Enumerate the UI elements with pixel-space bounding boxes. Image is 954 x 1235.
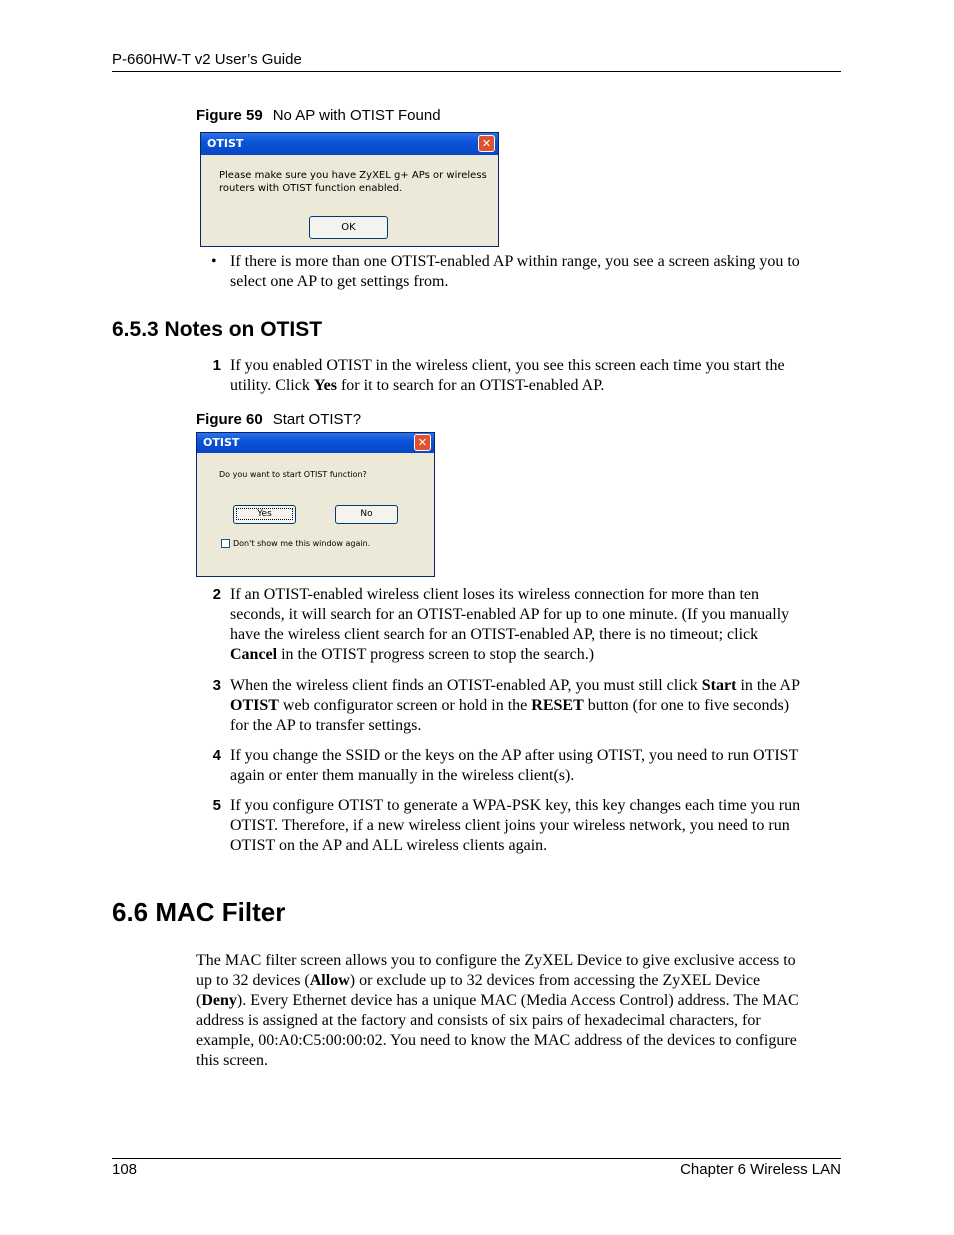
otist-not-found-dialog [200,132,499,247]
section-heading-6-6: 6.6 MAC Filter [112,897,286,927]
text-line: If you configure OTIST to generate a WPA-PSK key, this key changes each time you run [230,797,801,814]
text-line: have the wireless client search for an OTIST-enabled AP, there is no timeout; click [230,626,759,643]
text-line: The MAC filter screen allows you to configure the ZyXEL Device to give exclusive access to [196,952,796,969]
text-line: utility. Click Yes for it to search for an OTIST-enabled AP. [230,377,605,394]
text-line: Cancel in the OTIST progress screen to stop the search.) [230,646,595,663]
mac-filter-paragraph [196,951,856,1071]
text-line: OTIST. Therefore, if a new wireless client joins your wireless network, you need to run [230,817,790,834]
note-1-text [230,356,850,396]
close-icon[interactable]: ✕ [478,135,495,152]
ok-button[interactable]: OK [309,216,388,239]
list-number: 1 [212,357,221,374]
text-line: If you enabled OTIST in the wireless client, you see this screen each time you start the [230,357,785,374]
text-line: this screen. [196,1052,268,1069]
text-line: If you change the SSID or the keys on the AP after using OTIST, you need to run OTIST [230,747,799,764]
checkbox-label: Don't show me this window again. [233,539,371,548]
dialog-question: Do you want to start OTIST function? [219,470,367,479]
dialog-message [219,169,487,195]
figure-59-title: No AP with OTIST Found [272,107,441,124]
text-line: select one AP to get settings from. [230,273,449,290]
start-otist-dialog [196,432,435,577]
note-3-text [230,676,850,736]
text-line: When the wireless client finds an OTIST-enabled AP, you must still click Start in the AP [230,677,800,694]
text-line: If there is more than one OTIST-enabled AP within range, you see a screen asking you to [230,253,800,270]
page-number: 108 [112,1161,138,1178]
footer-divider [112,1158,841,1159]
text-line: for the AP to transfer settings. [230,717,422,734]
chapter-title: Chapter 6 Wireless LAN [680,1161,841,1178]
text-line: address is assigned at the factory and consists of six pairs of hexadecimal characters, for [196,1012,761,1029]
running-header: P-660HW-T v2 User’s Guide [112,51,302,68]
dialog-title-bar [201,133,498,155]
list-number: 3 [212,677,221,694]
dialog-title: OTIST [203,436,240,449]
yes-button[interactable]: Yes [233,505,296,524]
no-button[interactable]: No [335,505,398,524]
note-2-text [230,585,850,665]
list-number: 5 [212,797,221,814]
figure-60-title: Start OTIST? [272,411,362,428]
text-line: seconds, it will search for an OTIST-enabled AP for up to one minute. (If you manually [230,606,790,623]
dont-show-checkbox[interactable] [221,539,230,548]
text-line: example, 00:A0:C5:00:00:02. You need to know the MAC address of the devices to configure [196,1032,797,1049]
note-5-text [230,796,850,856]
dialog-title-bar [197,433,434,453]
list-number: 2 [212,586,221,603]
dialog-title: OTIST [207,137,244,150]
text-line: again or enter them manually in the wireless client(s). [230,767,575,784]
bullet-paragraph [230,252,850,292]
dialog-message-line: routers with OTIST function enabled. [219,183,403,194]
text-line: OTIST on the AP and ALL wireless clients again. [230,837,548,854]
list-number: 4 [212,747,221,764]
text-line: OTIST web configurator screen or hold in the RESET button (for one to five seconds) [230,697,790,714]
close-icon[interactable]: ✕ [414,434,431,451]
figure-59-caption [196,107,441,124]
note-4-text [230,746,850,786]
figure-60-caption [196,411,361,428]
figure-60-label: Figure 60 [196,411,263,428]
dialog-message-line: Please make sure you have ZyXEL g+ APs or wireless [219,170,487,181]
text-line: up to 32 devices (Allow) or exclude up to 32 devices from accessing the ZyXEL Device [196,972,761,989]
section-heading-6-5-3: 6.5.3 Notes on OTIST [112,318,323,341]
bullet-icon: • [211,253,217,270]
text-line: (Deny). Every Ethernet device has a unique MAC (Media Access Control) address. The MAC [196,992,799,1009]
text-line: If an OTIST-enabled wireless client loses its wireless connection for more than ten [230,586,760,603]
header-divider [112,71,841,72]
figure-59-label: Figure 59 [196,107,263,124]
